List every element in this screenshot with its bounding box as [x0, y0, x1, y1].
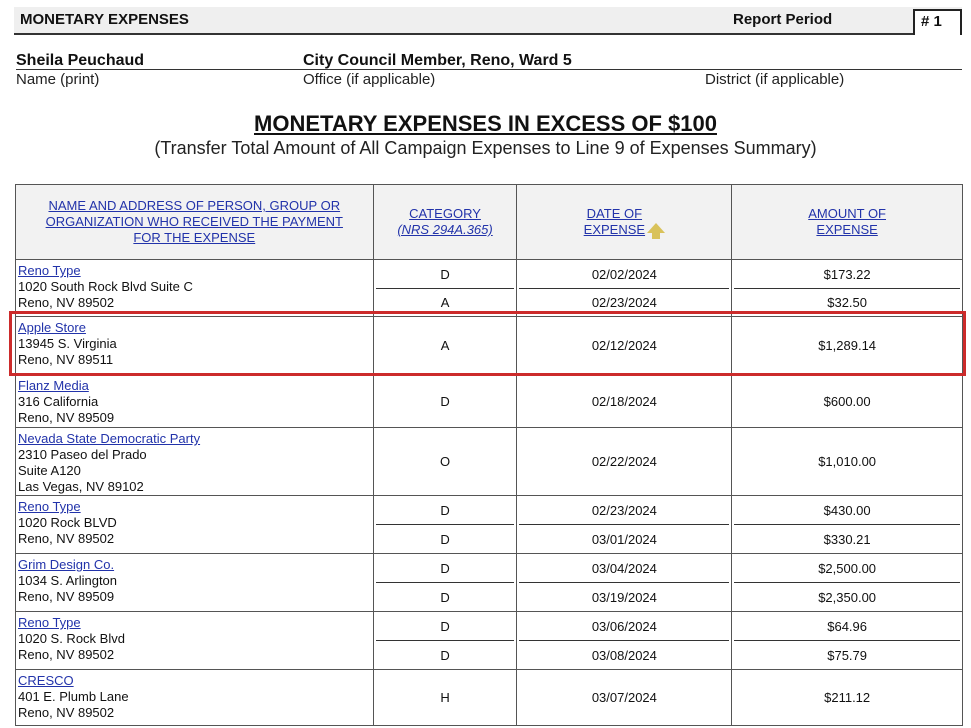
table-row	[16, 317, 963, 375]
payee-address-line: Reno, NV 89502	[18, 531, 115, 546]
date-column-cell	[517, 496, 732, 554]
amount-cell: $1,289.14	[818, 338, 877, 353]
sort-by-payee-link[interactable]: NAME AND ADDRESS OF PERSON, GROUP OR ORGANIZATION WHO RECEIVED THE PAYMENT FOR THE EXPENSE	[45, 198, 343, 245]
expenses-table	[15, 184, 963, 726]
date-cell: 02/18/2024	[591, 393, 657, 409]
category-cell: H	[440, 690, 450, 705]
date-cell: 03/04/2024	[591, 560, 657, 576]
header-bar	[14, 7, 962, 35]
payee-address-line: Reno, NV 89509	[18, 410, 115, 425]
date-cell: 02/23/2024	[591, 502, 657, 518]
amount-cell: $2,350.00	[734, 582, 960, 611]
date-cell: 03/07/2024	[591, 690, 657, 705]
payee-address-line: Reno, NV 89502	[18, 295, 115, 310]
category-column-cell	[373, 612, 517, 670]
payee-name-link[interactable]: Nevada State Democratic Party	[18, 431, 201, 446]
category-column-cell	[373, 375, 517, 428]
amount-cell: $1,010.00	[818, 453, 877, 469]
table-row	[16, 496, 963, 554]
filer-office: City Council Member, Reno, Ward 5	[303, 52, 572, 69]
amount-column-cell	[732, 260, 963, 317]
amount-cell: $173.22	[823, 266, 871, 282]
payee-name-link[interactable]: CRESCO	[18, 673, 74, 688]
date-column-cell	[517, 554, 732, 612]
payee-address-line: Reno, NV 89502	[18, 647, 115, 662]
amount-column-cell	[732, 670, 963, 726]
category-cell: D	[440, 560, 450, 576]
filer-info-row	[16, 52, 962, 70]
date-cell: 02/12/2024	[591, 338, 657, 353]
payee-address-line: 1020 S. Rock Blvd	[18, 631, 125, 646]
payee-address-line: 2310 Paseo del Prado	[18, 447, 147, 462]
payee-address-line: 316 California	[18, 394, 99, 409]
col-header-amount	[732, 185, 963, 260]
table-row	[16, 670, 963, 726]
category-cell: D	[440, 502, 450, 518]
payee-address-line: 1020 Rock BLVD	[18, 515, 117, 530]
date-column-cell	[517, 612, 732, 670]
date-cell: 03/01/2024	[519, 524, 729, 553]
payee-name-link[interactable]: Apple Store	[18, 320, 86, 335]
payee-address-line: 401 E. Plumb Lane	[18, 689, 129, 704]
district-label: District (if applicable)	[705, 71, 845, 88]
payee-name-link[interactable]: Reno Type	[18, 263, 81, 278]
category-column-cell	[373, 496, 517, 554]
sort-by-category-link[interactable]: CATEGORY (NRS 294A.365)	[397, 206, 493, 237]
payee-name-link[interactable]: Grim Design Co.	[18, 557, 115, 572]
category-cell: D	[440, 393, 450, 409]
amount-cell: $211.12	[824, 690, 871, 705]
payee-cell	[16, 554, 374, 612]
date-cell: 02/02/2024	[591, 266, 657, 282]
payee-cell	[16, 612, 374, 670]
date-column-cell	[517, 375, 732, 428]
payee-name-link[interactable]: Flanz Media	[18, 378, 89, 393]
report-period-number: # 1	[913, 9, 962, 35]
category-column-cell	[373, 428, 517, 496]
date-column-cell	[517, 317, 732, 375]
amount-cell: $32.50	[734, 288, 960, 316]
table-header-row	[16, 185, 963, 260]
payee-address-line: 1034 S. Arlington	[18, 573, 118, 588]
form-title: MONETARY EXPENSES	[20, 11, 189, 28]
category-cell: A	[376, 288, 515, 316]
sort-by-amount-link[interactable]: AMOUNT OF EXPENSE	[808, 206, 886, 237]
amount-cell: $75.79	[734, 640, 960, 669]
report-period-label: Report Period	[733, 11, 833, 28]
payee-address-line: Suite A120	[18, 463, 81, 478]
filer-name: Sheila Peuchaud	[16, 52, 145, 69]
col-header-payee	[16, 185, 374, 260]
filer-label-row	[16, 71, 962, 89]
name-label: Name (print)	[16, 71, 100, 88]
payee-name-link[interactable]: Reno Type	[18, 615, 81, 630]
sort-ascending-icon[interactable]	[647, 223, 665, 233]
category-cell: A	[440, 338, 450, 353]
date-column-cell	[517, 670, 732, 726]
date-cell: 03/06/2024	[591, 618, 657, 634]
section-subheading: (Transfer Total Amount of All Campaign Expenses to Line 9 of Expenses Summary)	[154, 138, 817, 158]
col-header-category	[373, 185, 517, 260]
payee-cell	[16, 317, 374, 375]
payee-cell	[16, 428, 374, 496]
payee-address-line: 13945 S. Virginia	[18, 336, 117, 351]
amount-column-cell	[732, 612, 963, 670]
date-column-cell	[517, 260, 732, 317]
category-cell: D	[376, 582, 515, 611]
category-cell: D	[376, 640, 515, 669]
date-cell: 03/19/2024	[519, 582, 729, 611]
amount-cell: $64.96	[827, 618, 867, 634]
table-row	[16, 428, 963, 496]
payee-cell	[16, 496, 374, 554]
category-cell: D	[440, 266, 450, 282]
amount-cell: $2,500.00	[818, 560, 877, 576]
date-cell: 02/22/2024	[591, 453, 657, 469]
sort-by-date-link[interactable]: DATE OF EXPENSE	[583, 206, 646, 237]
category-column-cell	[373, 670, 517, 726]
date-cell: 02/23/2024	[519, 288, 729, 316]
category-column-cell	[373, 317, 517, 375]
amount-cell: $430.00	[823, 502, 871, 518]
payee-cell	[16, 375, 374, 428]
col-header-date	[517, 185, 732, 260]
payee-address-line: Reno, NV 89511	[18, 352, 114, 367]
date-column-cell	[517, 428, 732, 496]
category-column-cell	[373, 554, 517, 612]
date-cell: 03/08/2024	[519, 640, 729, 669]
table-row	[16, 554, 963, 612]
section-heading: MONETARY EXPENSES IN EXCESS OF $100	[254, 111, 717, 136]
amount-cell: $600.00	[823, 393, 871, 409]
table-body	[16, 260, 963, 726]
amount-column-cell	[732, 554, 963, 612]
payee-address-line: 1020 South Rock Blvd Suite C	[18, 279, 193, 294]
office-label: Office (if applicable)	[303, 71, 436, 88]
amount-cell: $330.21	[734, 524, 960, 553]
category-cell: D	[376, 524, 515, 553]
payee-address-line: Las Vegas, NV 89102	[18, 479, 144, 494]
amount-column-cell	[732, 317, 963, 375]
table-row	[16, 375, 963, 428]
amount-column-cell	[732, 496, 963, 554]
payee-address-line: Reno, NV 89509	[18, 589, 115, 604]
payee-cell	[16, 260, 374, 317]
category-column-cell	[373, 260, 517, 317]
table-row	[16, 260, 963, 317]
table-row	[16, 612, 963, 670]
category-cell: O	[439, 453, 451, 469]
payee-name-link[interactable]: Reno Type	[18, 499, 81, 514]
payee-cell	[16, 670, 374, 726]
category-cell: D	[440, 618, 450, 634]
amount-column-cell	[732, 428, 963, 496]
amount-column-cell	[732, 375, 963, 428]
payee-address-line: Reno, NV 89502	[18, 705, 115, 720]
